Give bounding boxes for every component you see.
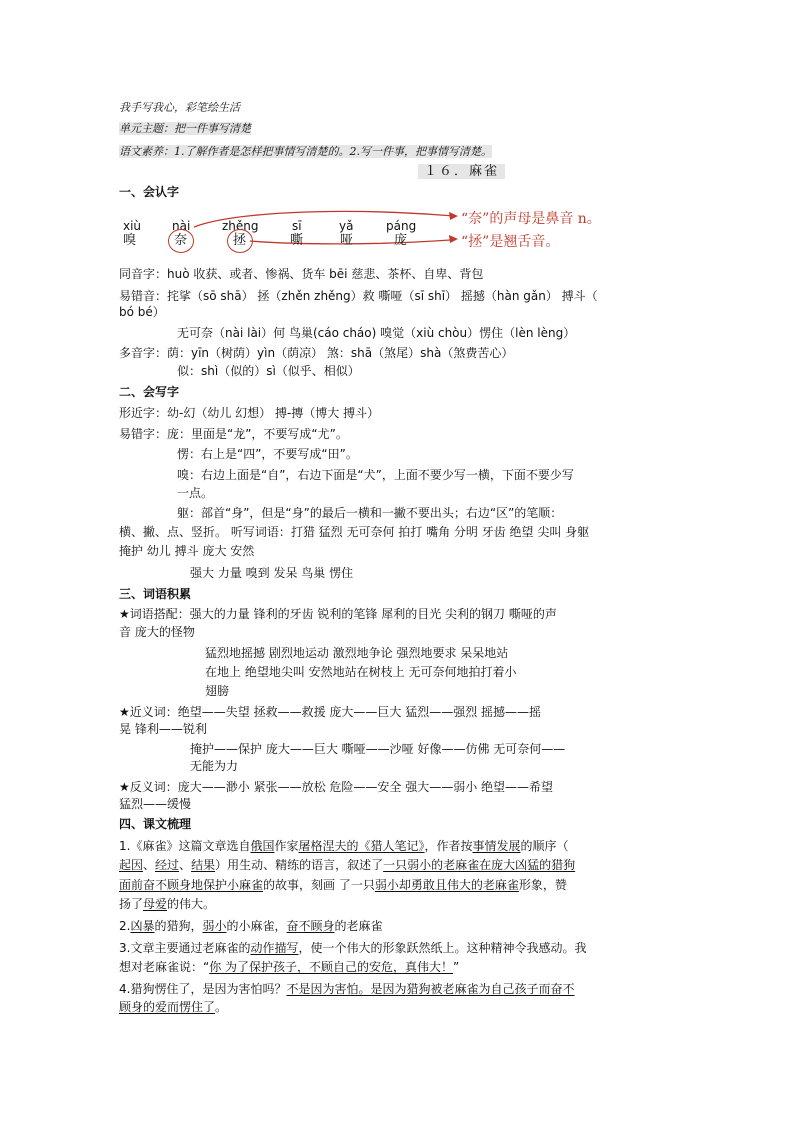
lesson-title: １６．麻雀 xyxy=(414,164,509,180)
homophone-line: 同音字：huò 收获、或者、惨祸、货车 bēi 慈悲、茶杯、自卑、背包 xyxy=(119,267,484,281)
pinyin-xiu: xiù xyxy=(123,219,142,233)
easy-error-xiu-cont: 一点。 xyxy=(177,486,214,500)
summary-para-1-line-3: 面前奋不顾身地保护小麻雀的故事，刻画 了一只弱小却勇敢且伟大的老麻雀形象，赞 xyxy=(119,878,567,892)
pinyin-zheng: zhěng xyxy=(222,219,259,233)
hanzi-xiu: 嗅 xyxy=(123,233,137,248)
section-heading-3: 三、词语积累 xyxy=(119,587,192,601)
note-zheng-retroflex: “拯”是翘舌音。 xyxy=(461,234,560,250)
antonym-line-2: 猛烈——缓慢 xyxy=(119,797,192,811)
section-heading-1: 一、会认字 xyxy=(119,185,180,199)
similar-char-line: 形近字：幼-幻（幼儿 幻想） 搏-摶（博大 搏斗） xyxy=(119,406,380,420)
synonym-line: ★近义词：绝望——失望 拯救——救援 庞大——巨大 猛烈——强烈 摇撼——摇 xyxy=(119,705,542,719)
literacy-goal-line: 语文素养：1.了解作者是怎样把事情写清楚的。2.写一件事，把事情写清楚。 xyxy=(119,145,492,158)
pinyin-pang: páng xyxy=(386,219,417,233)
collocation-line: ★词语搭配：强大的力量 锋利的牙齿 锐利的笔锋 犀利的目光 尖利的钢刀 嘶哑的声 xyxy=(119,607,557,621)
synonym-line-3: 掩护——保护 庞大——巨大 嘶哑——沙哑 好像——仿佛 无可奈何—— xyxy=(190,742,566,756)
summary-para-1-line-2: 起因、经过、结果）用生动、精练的语言，叙述了一只弱小的老麻雀在庞大凶猛的猎狗 xyxy=(119,858,576,872)
error-pinyin-line: 易错音：挓挲（sō shā） 拯（zhěn zhěng）救 嘶哑（sī shī） 摇撼（hàn gǎn） 搏斗（ xyxy=(119,289,598,303)
pinyin-si: sī xyxy=(292,219,302,233)
polyphone-line: 多音字：荫：yīn（树荫）yìn（荫凉） 煞：shā（煞尾）shà（煞费苦心） xyxy=(119,346,514,360)
summary-para-4: 4.猎狗愣住了，是因为害怕吗？不是因为害怕。是因为猎狗被老麻雀为自己孩子而奋不 xyxy=(119,982,575,996)
easy-error-xiu: 嗅：右边上面是“自”，右边下面是“犬”，上面不要少写一横，下面不要少写 xyxy=(177,468,574,482)
collocation-line-4: 在地上 绝望地尖叫 安然地站在树枝上 无可奈何地拍打着小 xyxy=(205,665,517,679)
synonym-line-4: 无能为力 xyxy=(190,759,239,773)
hanzi-ya: 哑 xyxy=(340,233,354,248)
easy-error-char-line: 易错字：庞：里面是“龙”，不要写成“尤”。 xyxy=(119,427,348,441)
collocation-line-3: 猛烈地摇撼 剧烈地运动 激烈地争论 强烈地要求 呆呆地站 xyxy=(205,646,509,660)
unit-theme-line: 单元主题：把一件事写清楚 xyxy=(119,122,251,135)
easy-error-qu: 躯：部首“身”，但是“身”的最后一横和一撇不要出头；右边“区”的笔顺： xyxy=(177,506,563,520)
summary-para-3-line-2: 想对老麻雀说：“你 为了保护孩子，不顾自己的安危，真伟大！” xyxy=(119,960,460,974)
summary-para-3: 3.文章主要通过老麻雀的动作描写，使一个伟大的形象跃然纸上。这种精神令我感动。我 xyxy=(119,941,587,955)
section-heading-4: 四、课文梳理 xyxy=(119,817,192,831)
dictation-line-3: 强大 力量 嗅到 发呆 鸟巢 愣住 xyxy=(190,566,354,580)
slogan-line: 我手写我心，彩笔绘生活 xyxy=(119,101,240,114)
hanzi-zheng: 拯 xyxy=(233,233,247,248)
polyphone-line-2: 似：shì（似的）sì（似乎、相似） xyxy=(177,364,360,378)
pinyin-ya: yǎ xyxy=(339,219,354,233)
dictation-line-2: 掩护 幼儿 搏斗 庞大 安然 xyxy=(119,544,255,558)
easy-error-leng: 愣：右上是“四”，不要写成“田”。 xyxy=(177,447,358,461)
synonym-line-2: 晃 锋利——锐利 xyxy=(119,722,207,736)
section-heading-2: 二、会写字 xyxy=(119,385,180,399)
summary-para-1: 1.《麻雀》这篇文章选自俄国作家屠格涅夫的《猎人笔记》，作者按事情发展的顺序（ xyxy=(119,839,569,853)
hanzi-nai: 奈 xyxy=(174,233,188,248)
pinyin-nai: nài xyxy=(172,219,191,233)
collocation-line-2: 音 庞大的怪物 xyxy=(119,625,195,639)
note-nai-nasal: “奈”的声母是鼻音 n。 xyxy=(461,211,601,227)
summary-para-2: 2.凶暴的猎狗，弱小的小麻雀，奋不顾身的老麻雀 xyxy=(119,919,383,933)
collocation-line-5: 翅膀 xyxy=(205,684,230,698)
hanzi-si: 嘶 xyxy=(290,233,304,248)
hanzi-pang: 庞 xyxy=(394,233,408,248)
dictation-line: 横、撇、点、竖折。 听写词语：打猎 猛烈 无可奈何 拍打 嘴角 分明 牙齿 绝望 尖叫 身躯 xyxy=(119,525,590,539)
summary-para-4-line-2: 顾身的爱而愣住了。 xyxy=(119,1000,228,1014)
antonym-line: ★反义词：庞大——渺小 紧张——放松 危险——安全 强大——弱小 绝望——希望 xyxy=(119,780,554,794)
error-pinyin-line-cont: bó bé） xyxy=(119,305,165,319)
error-pinyin-line-2: 无可奈（nài lài）何 鸟巢(cáo cháo) 嗅觉（xiù chòu）愣住（lèn lèng） xyxy=(177,326,576,340)
summary-para-1-line-4: 扬了母爱的伟大。 xyxy=(119,897,216,911)
